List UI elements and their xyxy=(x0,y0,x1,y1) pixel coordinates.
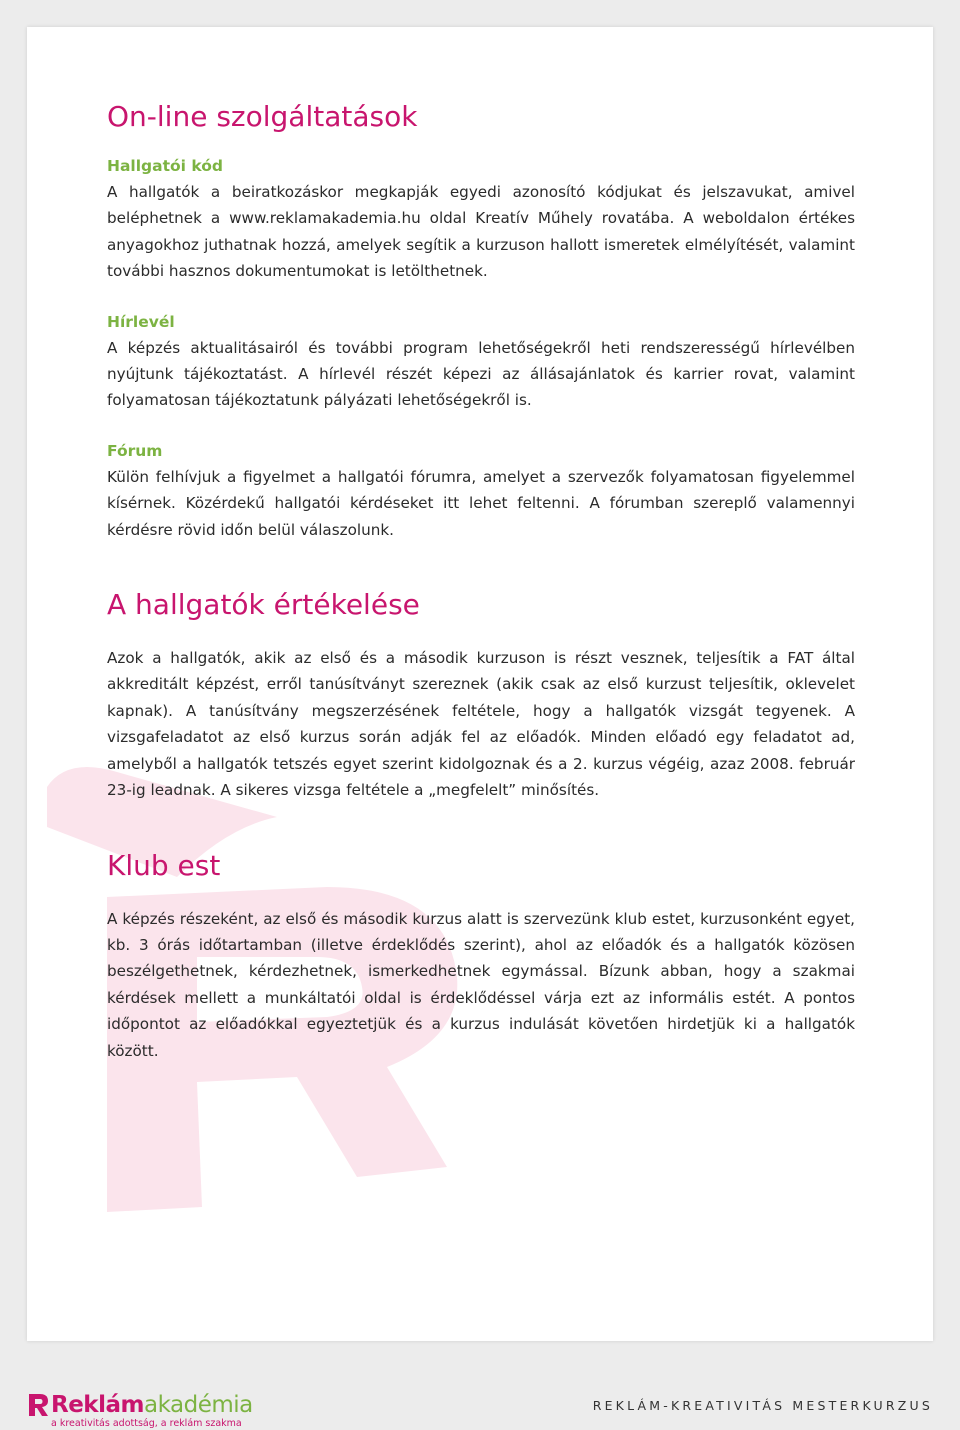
logo-r-mark-icon xyxy=(27,1390,51,1418)
subsection-heading: Hallgatói kód xyxy=(107,157,224,175)
logo-text-akademia: akadémia xyxy=(143,1392,253,1418)
evaluation-text: Azok a hallgatók, akik az első és a második kurzuson is részt vesznek, teljesítik a FAT által akkreditált képzést, erről tanúsítványt szereznek (akik csak az első kurzust teljesítik, oklevelet kapnak). A tanúsítvány megszerzésének feltétele, hogy a hallgatók vizsgát tegyenek. A vizsgafeladatot az első kurzus során adják fel az előadók. Minden előadó egy feladatot ad, amelyből a hallgatók tetszés egyet szerint kidolgoznak és a 2. kurzus végéig, azaz 2008. február 23-ig leadnak. A sikeres vizsga feltétele a „megfelelt” minősítés. xyxy=(107,649,855,800)
footer-course-title: REKLÁM-KREATIVITÁS MESTERKURZUS xyxy=(592,1398,933,1413)
logo-wordmark xyxy=(27,1386,253,1418)
subsection-text: Külön felhívjuk a figyelmet a hallgatói fórumra, amelyet a szervezők folyamatosan figyelemmel kísérnek. Közérdekű hallgatói kérdéseket itt lehet feltenni. A fórumban szereplő valamennyi kérdésre rövid időn belül válaszolunk. xyxy=(107,467,855,539)
footer-logo xyxy=(27,1386,253,1430)
club-text: A képzés részeként, az első és második kurzus alatt is szervezünk klub estet, kurzusonként egyet, kb. 3 órás időtartamban (illetve érdeklődés szerint), ahol az előadók és a hallgatók közösen beszélgethetnek, kérdezhetnek, ismerkedhetnek egymással. Bízunk abban, hogy a szakmai kérdések mellett a munkáltatói oldal is érdeklődéssel várja ezt az informális estét. A pontos időpontot az előadókkal egyeztetjük és a kurzus indulását követően hirdetjük ki a hallgatók között. xyxy=(107,909,855,1060)
logo-tagline: a kreativitás adottság, a reklám szakma xyxy=(51,1418,242,1429)
section-title-online: On-line szolgáltatások xyxy=(107,100,418,133)
document-page xyxy=(27,27,933,1341)
subsection-hallgatoi-kod xyxy=(107,153,855,285)
subsection-hirlevel xyxy=(107,309,855,414)
section-title-evaluation: A hallgatók értékelése xyxy=(107,588,420,622)
subsection-forum xyxy=(107,438,855,543)
subsection-text: A képzés aktualitásairól és további program lehetőségekről heti rendszerességű hírlevélben nyújtunk tájékoztatást. A hírlevél részét képezi az állásajánlatok és karrier rovat, valamint folyamatosan tájékoztatunk pályázati lehetőségekről is. xyxy=(107,338,855,410)
logo-text-reklam: Reklám xyxy=(51,1392,144,1418)
subsection-heading: Fórum xyxy=(107,441,163,460)
subsection-heading: Hírlevél xyxy=(107,312,175,331)
subsection-text: A hallgatók a beiratkozáskor megkapják egyedi azonosító kódjukat és jelszavukat, amivel beléphetnek a www.reklamakademia.hu oldal Kreatív Műhely rovatába. A weboldalon értékes anyagokhoz juthatnak hozzá, amelyek segítik a kurzuson hallott ismeretek elmélyítését, valamint további hasznos dokumentumokat is letölthetnek. xyxy=(107,183,855,281)
section-title-club: Klub est xyxy=(107,848,221,882)
page-content xyxy=(107,99,855,1064)
